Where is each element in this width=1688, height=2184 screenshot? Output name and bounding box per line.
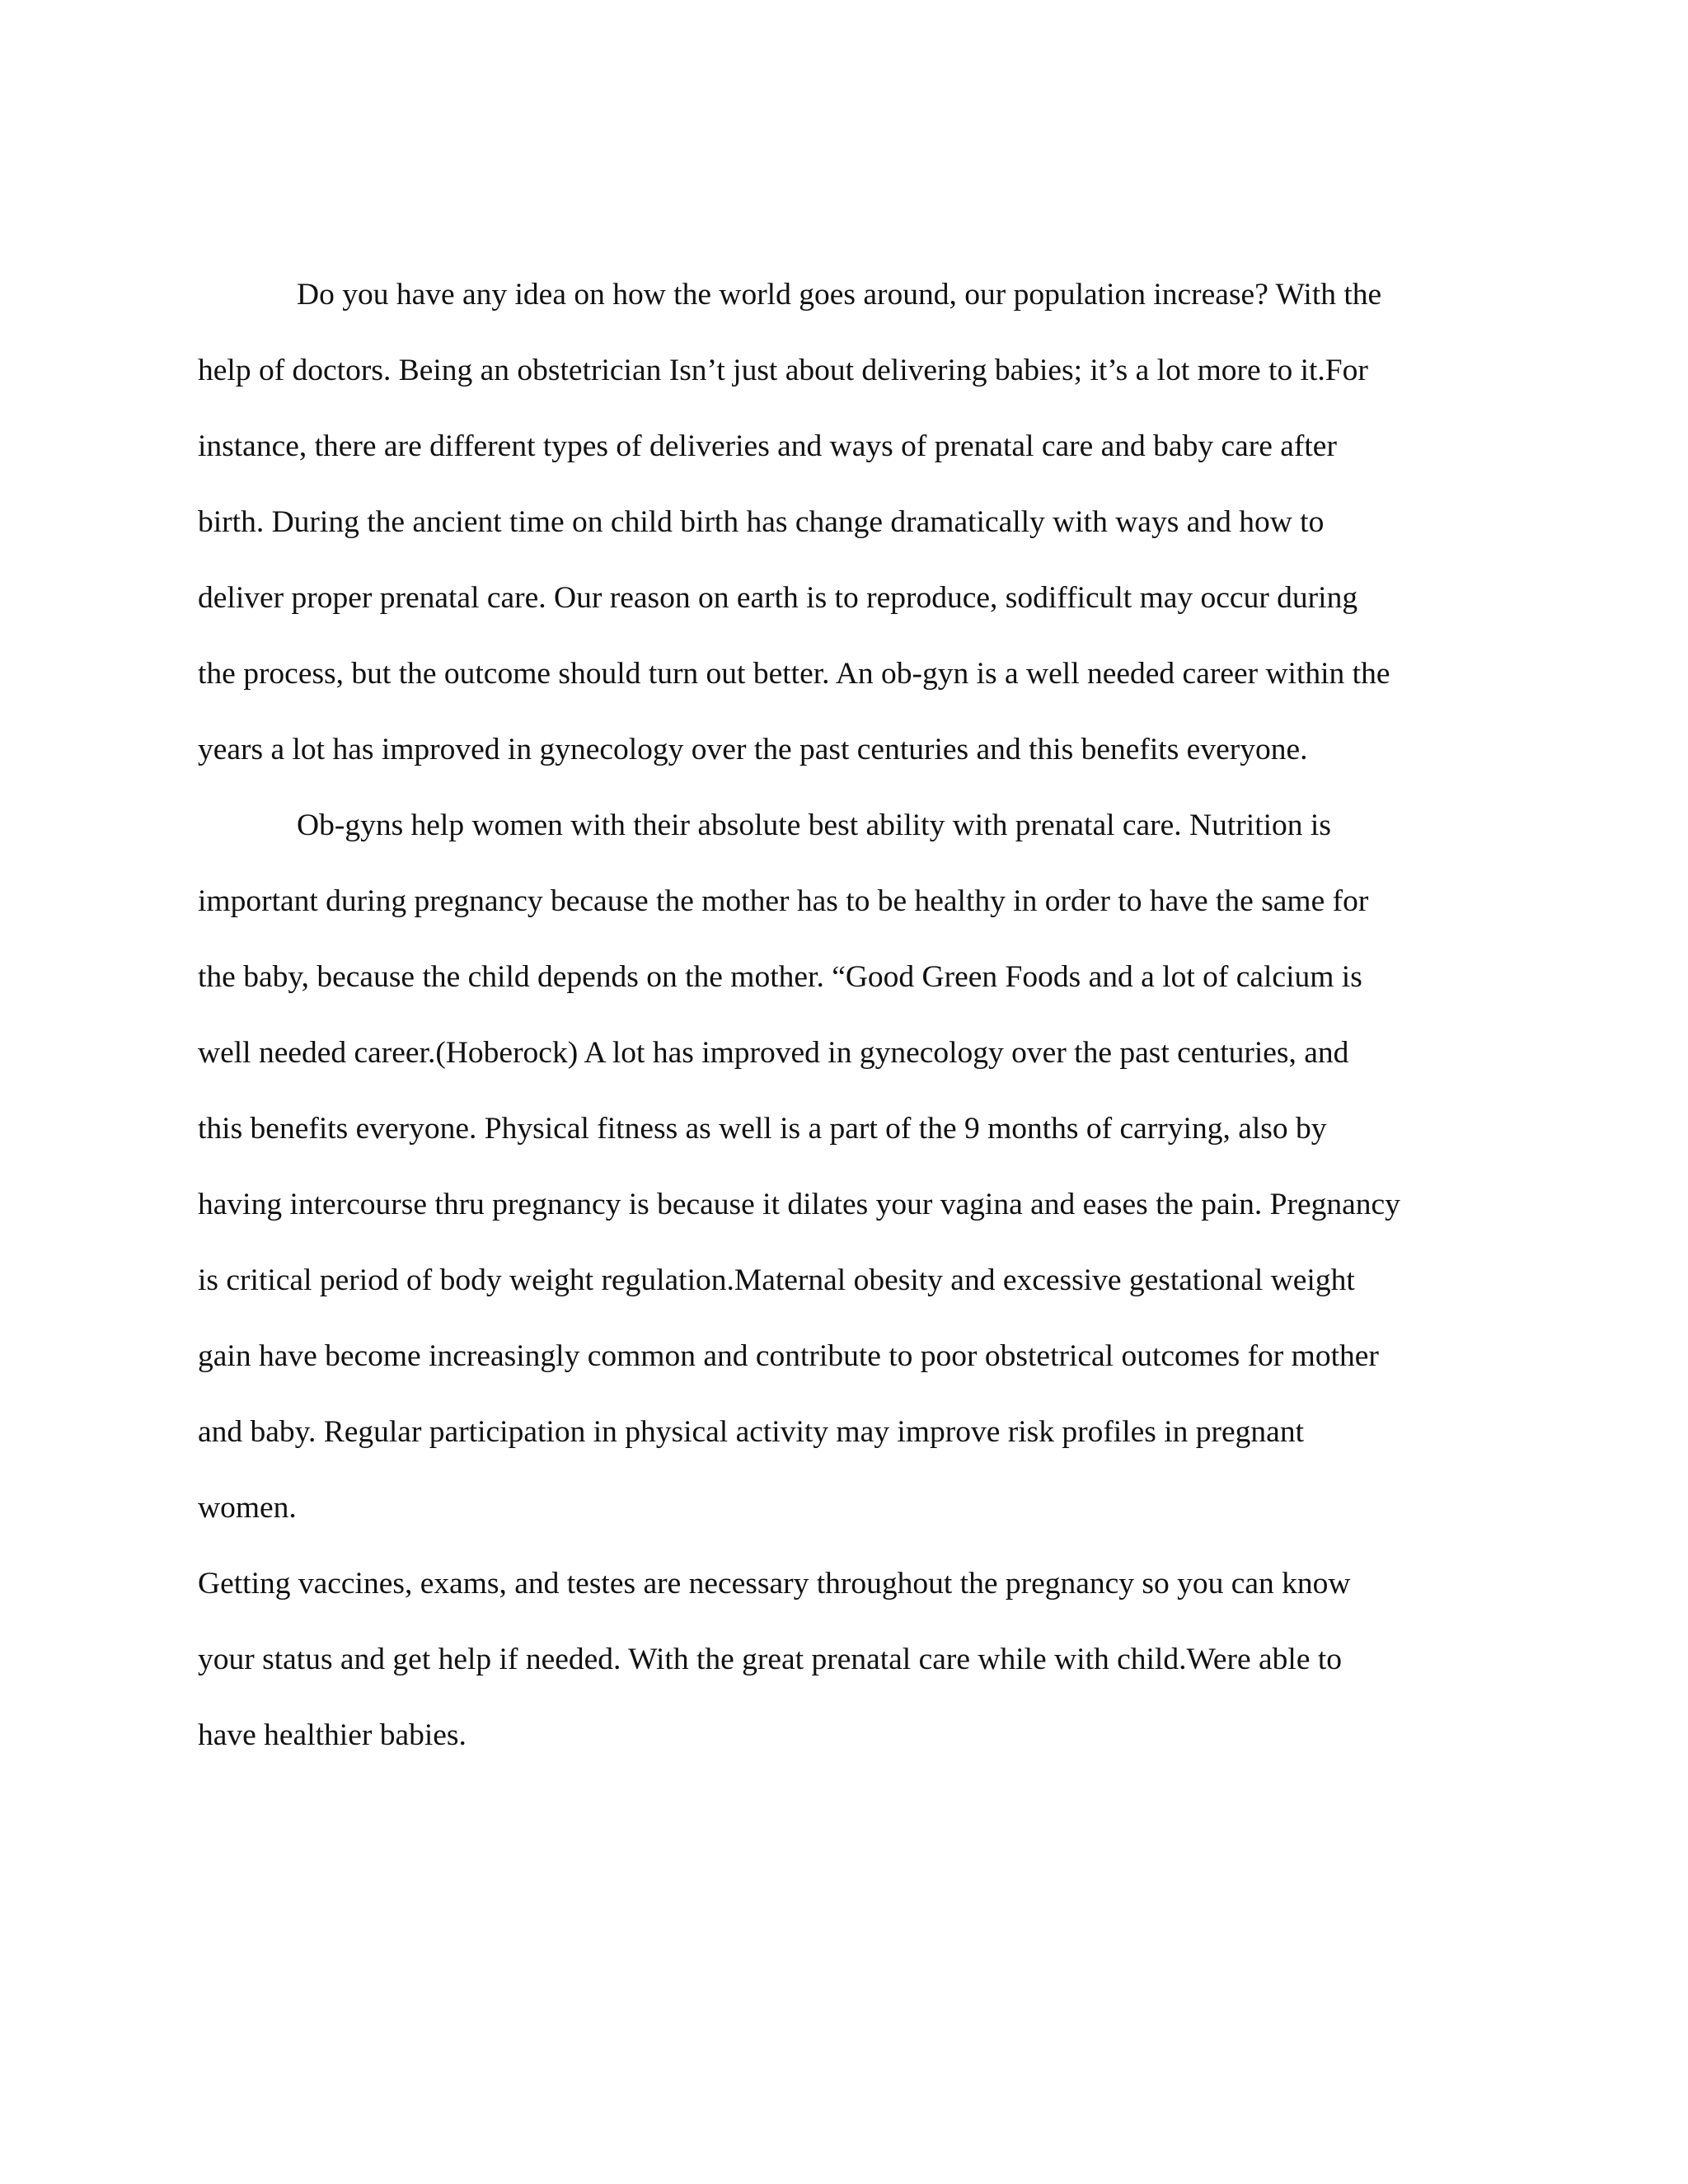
paragraph-line: women.: [198, 1491, 297, 1525]
paragraph-line: well needed career.(Hoberock) A lot has improved in gynecology over the past centuries, and: [198, 1036, 1349, 1070]
paragraph-line: help of doctors. Being an obstetrician Isn’t just about delivering babies; it’s a lot more to it.For: [198, 354, 1368, 387]
essay-body: [198, 257, 1508, 1774]
paragraph-line: important during pregnancy because the mother has to be healthy in order to have the same for: [198, 884, 1369, 918]
paragraph-line: this benefits everyone. Physical fitness as well is a part of the 9 months of carrying, also by: [198, 1112, 1327, 1146]
paragraph-line: and baby. Regular participation in physical activity may improve risk profiles in pregnant: [198, 1415, 1304, 1449]
paragraph-1: [198, 257, 1508, 788]
paragraph-line: is critical period of body weight regulation.Maternal obesity and excessive gestational weight: [198, 1263, 1355, 1297]
paragraph-2: [198, 788, 1508, 1546]
paragraph-3: [198, 1546, 1508, 1774]
paragraph-line: having intercourse thru pregnancy is because it dilates your vagina and eases the pain. Pregnancy: [198, 1188, 1400, 1221]
paragraph-line: deliver proper prenatal care. Our reason on earth is to reproduce, sodifficult may occur during: [198, 581, 1358, 615]
paragraph-line: the process, but the outcome should turn out better. An ob-gyn is a well needed career within the: [198, 657, 1390, 691]
paragraph-line: gain have become increasingly common and contribute to poor obstetrical outcomes for mother: [198, 1339, 1379, 1373]
paragraph-line: the baby, because the child depends on the mother. “Good Green Foods and a lot of calcium is: [198, 960, 1362, 994]
paragraph-line: Ob-gyns help women with their absolute best ability with prenatal care. Nutrition is: [297, 808, 1331, 842]
paragraph-line: have healthier babies.: [198, 1718, 467, 1752]
paragraph-line: years a lot has improved in gynecology over the past centuries and this benefits everyone.: [198, 733, 1308, 766]
paragraph-line: Do you have any idea on how the world goes around, our population increase? With the: [297, 278, 1382, 312]
paragraph-line: Getting vaccines, exams, and testes are necessary throughout the pregnancy so you can know: [198, 1567, 1351, 1601]
paragraph-line: birth. During the ancient time on child birth has change dramatically with ways and how to: [198, 505, 1325, 539]
paragraph-line: your status and get help if needed. With the great prenatal care while with child.Were able to: [198, 1643, 1343, 1676]
paragraph-line: instance, there are different types of deliveries and ways of prenatal care and baby care after: [198, 429, 1337, 463]
